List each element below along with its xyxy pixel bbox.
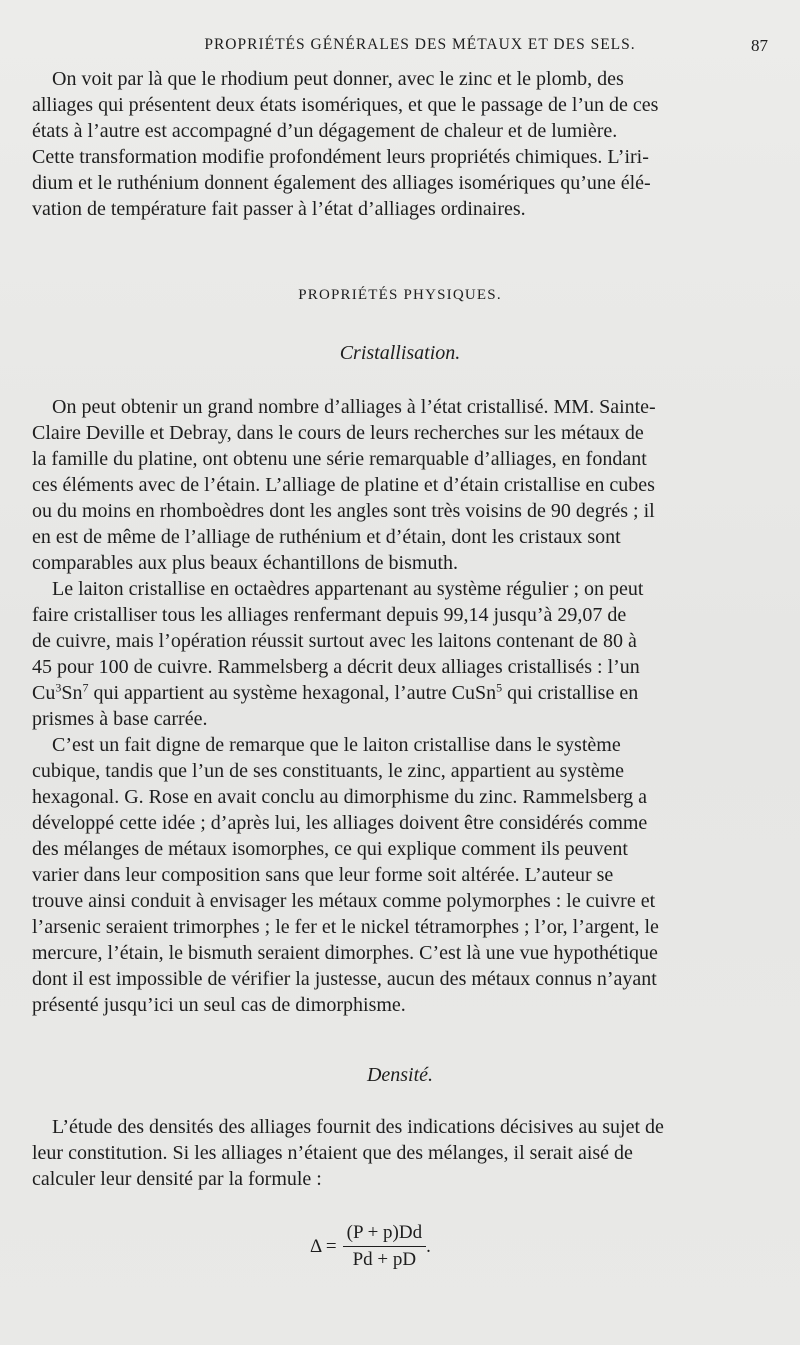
text-line: la famille du platine, ont obtenu une série remarquable d’alliages, en fondant <box>32 448 647 470</box>
text-line: hexagonal. G. Rose en avait conclu au dimorphisme du zinc. Rammelsberg a <box>32 786 648 808</box>
chem-subscript: 3 <box>55 680 62 695</box>
chem-subscript: 5 <box>496 680 503 695</box>
text-line: calculer leur densité par la formule : <box>32 1168 322 1190</box>
density-formula <box>310 1222 431 1271</box>
running-header: PROPRIÉTÉS GÉNÉRALES DES MÉTAUX ET DES SELS. <box>204 36 636 53</box>
text-line: états à l’autre est accompagné d’un dégagement de chaleur et de lumière. <box>32 120 618 142</box>
page-number: 87 <box>751 36 768 55</box>
formula-fraction <box>343 1222 426 1271</box>
text-line: des mélanges de métaux isomorphes, ce qui explique comment ils peuvent <box>32 838 628 860</box>
subsection-title-densite: Densité. <box>366 1064 434 1086</box>
text-line: Cette transformation modifie profondément leurs propriétés chimiques. L’iri- <box>32 146 649 168</box>
text-line: ces éléments avec de l’étain. L’alliage de platine et d’étain cristallise en cubes <box>32 474 655 496</box>
text-line: comparables aux plus beaux échantillons de bismuth. <box>32 552 459 574</box>
text-line: développé cette idée ; d’après lui, les alliages doivent être considérés comme <box>32 812 648 834</box>
intro-paragraph <box>32 66 768 222</box>
subsection-title-cristallisation: Cristallisation. <box>339 342 461 364</box>
text-line: faire cristalliser tous les alliages renfermant depuis 99,14 jusqu’à 29,07 de <box>32 604 627 626</box>
text-line: l’arsenic seraient trimorphes ; le fer et le nickel tétramorphes ; l’or, l’argent, le <box>32 916 659 938</box>
chem-subscript: 7 <box>82 680 89 695</box>
cristallisation-paragraph-3 <box>32 732 768 1018</box>
text-line: alliages qui présentent deux états isomériques, et que le passage de l’un de ces <box>32 94 659 116</box>
text-line-with-formulas <box>32 680 768 706</box>
text-line: On peut obtenir un grand nombre d’alliages à l’état cristallisé. MM. Sainte- <box>52 396 656 418</box>
cristallisation-paragraph-1 <box>32 394 768 576</box>
text-line: présenté jusqu’ici un seul cas de dimorphisme. <box>32 994 406 1016</box>
formula-end: . <box>426 1235 431 1257</box>
text-line: 45 pour 100 de cuivre. Rammelsberg a décrit deux alliages cristallisés : l’un <box>32 656 640 678</box>
text-line: trouve ainsi conduit à envisager les métaux comme polymorphes : le cuivre et <box>32 890 656 912</box>
formula-denominator: Pd + pD <box>352 1249 417 1270</box>
text-line: en est de même de l’alliage de ruthénium et d’étain, dont les cristaux sont <box>32 526 621 548</box>
text-line: mercure, l’étain, le bismuth seraient dimorphes. C’est là une vue hypothétique <box>32 942 658 964</box>
text-line: de cuivre, mais l’opération réussit surtout avec les laitons contenant de 80 à <box>32 630 637 652</box>
chem-symbol: Cu <box>32 682 56 704</box>
text-line: On voit par là que le rhodium peut donner, avec le zinc et le plomb, des <box>52 68 624 90</box>
text-fragment: qui cristallise en <box>502 682 639 704</box>
text-line: cubique, tandis que l’un de ses constituants, le zinc, appartient au système <box>32 760 625 782</box>
text-line: C’est un fait digne de remarque que le laiton cristallise dans le système <box>52 734 621 756</box>
section-title: PROPRIÉTÉS PHYSIQUES. <box>298 287 502 303</box>
text-line: vation de température fait passer à l’état d’alliages ordinaires. <box>32 198 526 220</box>
text-fragment: qui appartient au système hexagonal, l’autre CuSn <box>88 682 497 704</box>
text-line: ou du moins en rhomboèdres dont les angles sont très voisins de 90 degrés ; il <box>32 500 655 522</box>
text-line: prismes à base carrée. <box>32 708 208 730</box>
text-line: varier dans leur composition sans que leur forme soit altérée. L’auteur se <box>32 864 614 886</box>
densite-paragraph <box>32 1114 768 1192</box>
text-line: L’étude des densités des alliages fournit des indications décisives au sujet de <box>52 1116 664 1138</box>
formula-lhs: Δ = <box>310 1235 337 1257</box>
chem-symbol: Sn <box>61 682 83 704</box>
cristallisation-paragraph-2 <box>32 576 768 732</box>
formula-numerator: (P + p)Dd <box>343 1222 426 1247</box>
text-line: leur constitution. Si les alliages n’étaient que des mélanges, il serait aisé de <box>32 1142 633 1164</box>
text-line: Le laiton cristallise en octaèdres appartenant au système régulier ; on peut <box>52 578 644 600</box>
text-line: Claire Deville et Debray, dans le cours de leurs recherches sur les métaux de <box>32 422 644 444</box>
text-line: dium et le ruthénium donnent également des alliages isomériques qu’une élé- <box>32 172 651 194</box>
text-line: dont il est impossible de vérifier la justesse, aucun des métaux connus n’ayant <box>32 968 657 990</box>
